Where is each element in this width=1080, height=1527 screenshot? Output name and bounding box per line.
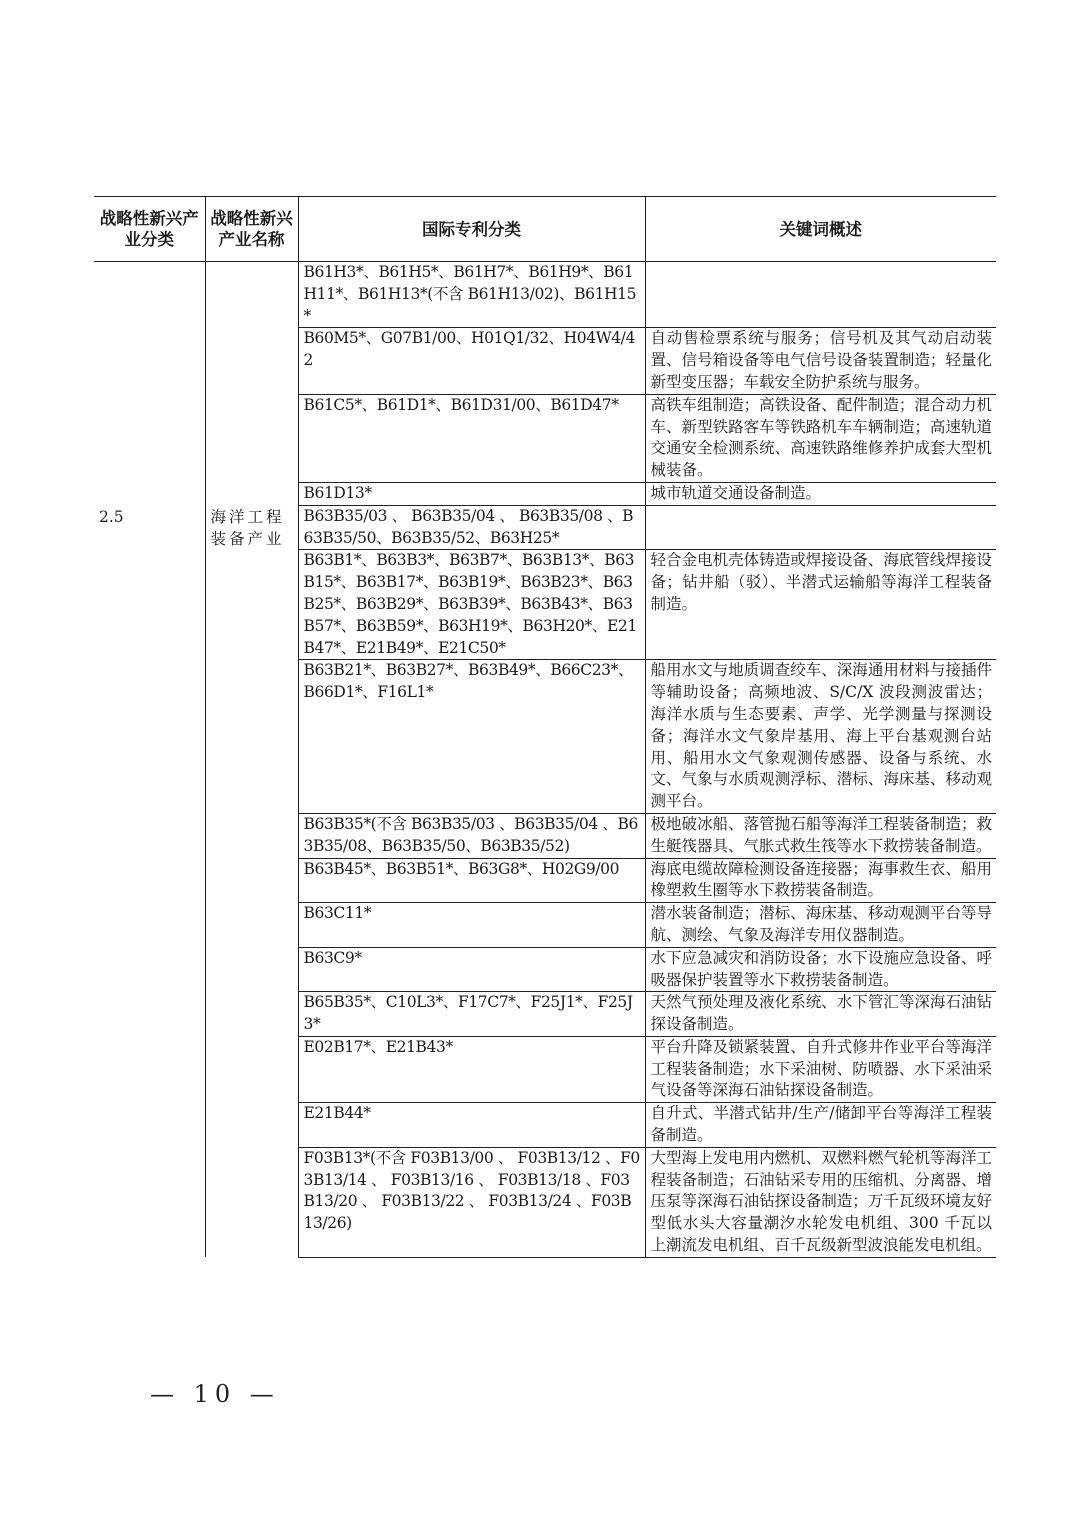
keywords-cell: 轻合金电机壳体铸造或焊接设备、海底管线焊接设备；钻井船（驳）、半潜式运输船等海洋工程装备制造。 <box>645 550 996 660</box>
ipc-cell: B63B35/03 、 B63B35/04 、 B63B35/08 、B63B35/50、B63B35/52、B63H25* <box>298 505 645 550</box>
ipc-cell: B61C5*、B61D1*、B61D31/00、B61D47* <box>298 394 645 482</box>
ipc-cell: B65B35*、C10L3*、F17C7*、F25J1*、F25J3* <box>298 992 645 1037</box>
keywords-cell: 大型海上发电用内燃机、双燃料燃气轮机等海洋工程装备制造；石油钻采专用的压缩机、分离器、增压泵等深海石油钻探设备制造；万千瓦级环境友好型低水头大容量潮汐水轮发电机组、300 千瓦以上潮流发电机组、百千瓦级新型波浪能发电机组。 <box>645 1147 996 1257</box>
keywords-cell: 水下应急减灾和消防设备；水下设施应急设备、呼吸器保护装置等水下救捞装备制造。 <box>645 947 996 992</box>
industry-name-cell: 海洋工程装备产业 <box>205 505 298 1257</box>
ipc-cell: F03B13*(不含 F03B13/00 、 F03B13/12 、F03B13/14 、 F03B13/16 、 F03B13/18 、F03B13/20 、 F03B13/22 、 F03B13/24 、F03B13/26) <box>298 1147 645 1257</box>
keywords-cell: 天然气预处理及液化系统、水下管汇等深海石油钻探设备制造。 <box>645 992 996 1037</box>
ipc-cell: B63C9* <box>298 947 645 992</box>
ipc-cell: B63C11* <box>298 903 645 948</box>
keywords-cell: 潜水装备制造；潜标、海床基、移动观测平台等导航、测绘、气象及海洋专用仪器制造。 <box>645 903 996 948</box>
keywords-cell: 自升式、半潜式钻井/生产/储卸平台等海洋工程装备制造。 <box>645 1103 996 1148</box>
ipc-cell: E21B44* <box>298 1103 645 1148</box>
header-category: 战略性新兴产业分类 <box>94 197 205 262</box>
table-row <box>94 505 996 550</box>
keywords-cell: 高铁车组制造；高铁设备、配件制造；混合动力机车、新型铁路客车等铁路机车车辆制造；高速轨道交通安全检测系统、高速铁路维修养护成套大型机械装备。 <box>645 394 996 482</box>
ipc-cell: B61H3*、B61H5*、B61H7*、B61H9*、B61H11*、B61H13*(不含 B61H13/02)、B61H15* <box>298 262 645 328</box>
page-number: — 10 — <box>150 1380 280 1408</box>
category-code-cell <box>94 262 205 506</box>
keywords-cell: 船用水文与地质调查绞车、深海通用材料与接插件等辅助设备；高频地波、S/C/X 波段测波雷达；海洋水质与生态要素、声学、光学测量与探测设备；海洋水文气象岸基用、海上平台基观测台站用、船用水文气象观测传感器、设备与系统、水文、气象与水质观测浮标、潜标、海床基、移动观测平台。 <box>645 660 996 814</box>
keywords-cell: 海底电缆故障检测设备连接器；海事救生衣、船用橡塑救生圈等水下救捞装备制造。 <box>645 858 996 903</box>
ipc-classification-table <box>94 196 996 1258</box>
keywords-cell <box>645 262 996 328</box>
ipc-cell: B61D13* <box>298 482 645 505</box>
industry-name-cell <box>205 262 298 506</box>
ipc-cell: B63B45*、B63B51*、B63G8*、H02G9/00 <box>298 858 645 903</box>
ipc-cell: B60M5*、G07B1/00、H01Q1/32、H04W4/42 <box>298 328 645 394</box>
ipc-cell: B63B21*、B63B27*、B63B49*、B66C23*、B66D1*、F16L1* <box>298 660 645 814</box>
header-keywords: 关键词概述 <box>645 197 996 262</box>
ipc-cell: B63B35*(不含 B63B35/03 、B63B35/04 、B63B35/08、B63B35/50、B63B35/52) <box>298 813 645 858</box>
keywords-cell: 平台升降及锁紧装置、自升式修井作业平台等海洋工程装备制造；水下采油树、防喷器、水下采油采气设备等深海石油钻探设备制造。 <box>645 1036 996 1102</box>
header-industry-name: 战略性新兴产业名称 <box>205 197 298 262</box>
ipc-cell: E02B17*、E21B43* <box>298 1036 645 1102</box>
keywords-cell: 城市轨道交通设备制造。 <box>645 482 996 505</box>
table-row <box>94 262 996 328</box>
keywords-cell <box>645 505 996 550</box>
ipc-cell: B63B1*、B63B3*、B63B7*、B63B13*、B63B15*、B63B17*、B63B19*、B63B23*、B63B25*、B63B29*、B63B39*、B63B43*、B63B57*、B63B59*、B63H19*、B63H20*、E21B47*、E21B49*、E21C50* <box>298 550 645 660</box>
keywords-cell: 极地破冰船、落管抛石船等海洋工程装备制造；救生艇筏器具、气胀式救生筏等水下救捞装备制造。 <box>645 813 996 858</box>
keywords-cell: 自动售检票系统与服务；信号机及其气动启动装置、信号箱设备等电气信号设备装置制造；轻量化新型变压器；车载安全防护系统与服务。 <box>645 328 996 394</box>
header-ipc: 国际专利分类 <box>298 197 645 262</box>
category-code-cell: 2.5 <box>99 508 124 527</box>
table-header-row <box>94 197 996 262</box>
